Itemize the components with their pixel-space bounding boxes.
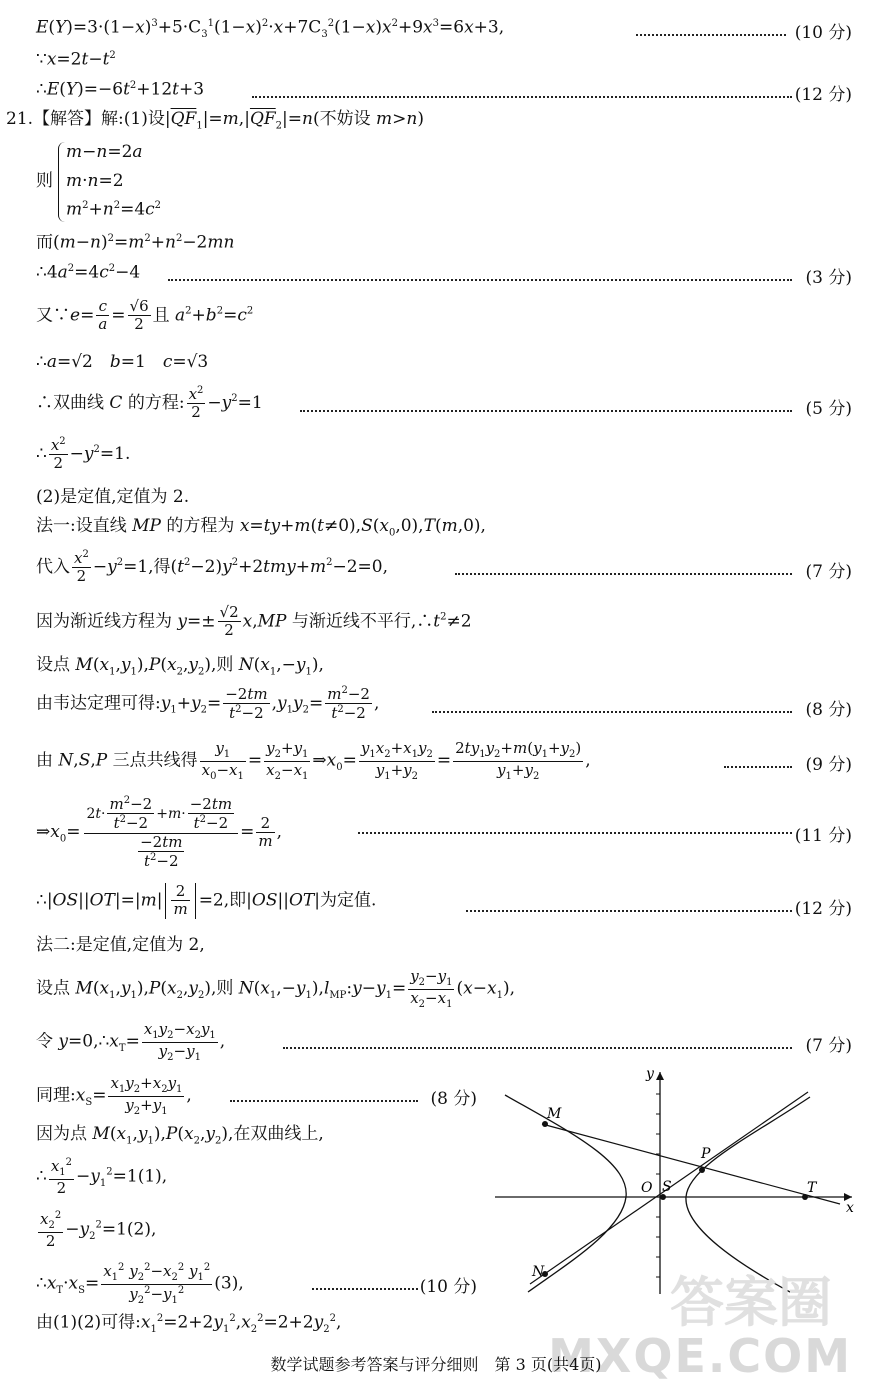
score-label: (3 分) [805, 268, 852, 288]
label-t: T [807, 1180, 817, 1196]
part-2-heading: (2)是定值,定值为 2. [36, 487, 190, 507]
label-m: M [547, 1106, 562, 1122]
method-2-line: 设点 $M(x_1,y_1),P(x_2,y_2)$,则 $N(x_1,-y_1),l_{MP}:y-y_1=$ $\frac{y_2-y_1}{x_2-x_1}$ $(x-x_1)$, [36, 967, 515, 1010]
score-label: (12 分) [794, 85, 852, 105]
method-2-xs: 同理$:x_S=$ $\frac{x_1y_2+x_2y_1}{y_2+y_1}$ , [36, 1074, 192, 1117]
hyperbola-left-branch [505, 1095, 626, 1292]
method-1-asymptote: 因为渐近线方程为 y=± $\frac{√2}{2}$ x,MP 与渐近线不平行$,\therefore t^2\ne 2$ [36, 603, 472, 640]
system-eq-1: m−n=2a [66, 142, 143, 162]
leader-dots [300, 410, 792, 412]
label-y: y [646, 1066, 654, 1082]
leader-dots [283, 1047, 792, 1049]
system-brace [58, 142, 65, 222]
watermark-site: MXQE.COM [548, 1329, 852, 1383]
system-eq-2: m·n=2 [66, 171, 124, 191]
score-label: (8 分) [805, 700, 852, 720]
method-2-eq1: ∴ $\frac{x_1^2}{2}$ $-y_1^2=1(1)$, [36, 1157, 168, 1197]
equation-x-def: $\because x=2t-t^2$ [36, 49, 116, 70]
method-1-setup: 法一:设直线 MP 的方程为 $x=ty+m(t\ne 0),S(x_0,0),T(m,0)$, [36, 516, 486, 539]
score-label: (9 分) [805, 755, 852, 775]
method-1-substitute: 代入 $\frac{x^2}{2}$ $-y^2=1$,得$(t^2-2)y^2+2tmy+m^2-2=0$, [36, 549, 388, 586]
equation-hyperbola-final: ∴ $\frac{x^2}{2}$ $-y^2=1$. [36, 436, 131, 473]
method-2-eq2: $\frac{x_2^2}{2}$ $-y_2^2=1(2)$, [40, 1210, 157, 1250]
method-1-x0-result: $\Rightarrow x_0=$ 2t· $\frac{m^2-2}{t^2-2}$ +m· $\frac{-2tm}{t^2-2}$ $\frac{-2tm}{t^2-2}$ = $\frac{2}{m}$ , [36, 794, 282, 870]
score-label: (7 分) [805, 562, 852, 582]
watermark-logo: 答案圈 [670, 1271, 832, 1334]
leader-dots [230, 1100, 418, 1102]
method-2-heading: 法二:是定值,定值为 2, [36, 935, 205, 955]
point-p [699, 1167, 705, 1173]
label-x: x [846, 1200, 854, 1216]
score-label: (12 分) [794, 899, 852, 919]
score-label: (7 分) [805, 1036, 852, 1056]
method-2-xt: 令 $y=0,\therefore x_T=$ $\frac{x_1y_2-x_2y_1}{y_2-y_1}$ , [36, 1020, 226, 1063]
leader-dots [432, 711, 792, 713]
label-o: O [641, 1180, 653, 1196]
method-1-points: 设点 $M(x_1,y_1),P(x_2,y_2)$,则 $N(x_1,-y_1)$, [36, 655, 324, 678]
page-footer: 数学试题参考答案与评分细则 第 3 页(共4页) [270, 1355, 602, 1374]
leader-dots [636, 34, 786, 36]
method-1-collinear: 由 N,S,P 三点共线得 $\frac{y_1}{x_0-x_1}$ = $\frac{y_2+y_1}{x_2-x_1}$ $\Rightarrow x_0=$ $\frac{y_1x_2+x_1y_2}{y_1+y_2}$ = $\frac{2ty_1y_2+m(y_1+y_2)}{y_1+y_2}$ , [36, 739, 591, 782]
equation-a-c: $\therefore 4a^2=4c^2-4$ [36, 262, 141, 283]
score-label: (10 分) [794, 23, 852, 43]
y-axis-arrow [656, 1072, 664, 1080]
score-label: (8 分) [430, 1089, 477, 1109]
line-mt [542, 1124, 840, 1204]
score-label: (11 分) [794, 826, 852, 846]
equation-ey-result: $\therefore E(Y)=-6t^2+12t+3$ [36, 79, 205, 100]
score-label: (10 分) [419, 1277, 477, 1297]
leader-dots [252, 96, 792, 98]
method-2-product: $\therefore x_T\cdot x_S=$ $\frac{x_1^2 y_2^2-x_2^2 y_1^2}{y_2^2-y_1^2}$ (3), [36, 1262, 244, 1306]
score-label: (5 分) [805, 399, 852, 419]
leader-dots [724, 766, 792, 768]
method-2-squares: 由(1)(2)可得$:x_1^2=2+2y_1^2,x_2^2=2+2y_2^2$, [36, 1312, 342, 1336]
label-n: N [532, 1264, 545, 1280]
method-1-conclusion: ∴|OS||OT|=|m| $\frac{2}{m}$ =2,即|OS||OT|为定值. [36, 882, 377, 919]
system-eq-3: $m^2+n^2=4c^2$ [66, 199, 162, 220]
method-1-vieta: 由韦达定理可得$:y_1+y_2=$ $\frac{-2tm}{t^2-2}$ $,y_1y_2=$ $\frac{m^2-2}{t^2-2}$ , [36, 684, 380, 723]
method-2-on-hyperbola: 因为点 $M(x_1,y_1),P(x_2,y_2)$,在双曲线上, [36, 1124, 324, 1147]
system-label: 则 [36, 171, 53, 191]
leader-dots [455, 573, 792, 575]
problem-21-heading: 21.【解答】解:(1)设$|\overline{QF}_1|=m,|\overline{QF}_2|=n$(不妨设 m>n) [6, 109, 424, 132]
label-s: S [662, 1179, 672, 1195]
equation-abc-values: ∴a=√2 b=1 c=√3 [36, 352, 209, 372]
equation-ey-expansion: $E(Y)=3\cdot(1-x)^3+5\cdot C_3^1(1-x)^2\cdot x+7C_3^2(1-x)x^2+9x^3=6x+3$, [36, 17, 505, 41]
leader-dots [168, 279, 792, 281]
equation-square-diff: 而$(m-n)^2=m^2+n^2-2mn$ [36, 232, 235, 253]
equation-eccentricity: 又∵e= $\frac{c}{a}$ = $\frac{√6}{2}$ 且 $a^2+b^2=c^2$ [36, 297, 254, 334]
leader-dots [358, 832, 792, 834]
label-p: P [701, 1146, 711, 1162]
leader-dots [312, 1288, 418, 1290]
equation-hyperbola-full: ∴双曲线 C 的方程: $\frac{x^2}{2}$ $-y^2=1$ [36, 385, 263, 422]
leader-dots [466, 910, 792, 912]
